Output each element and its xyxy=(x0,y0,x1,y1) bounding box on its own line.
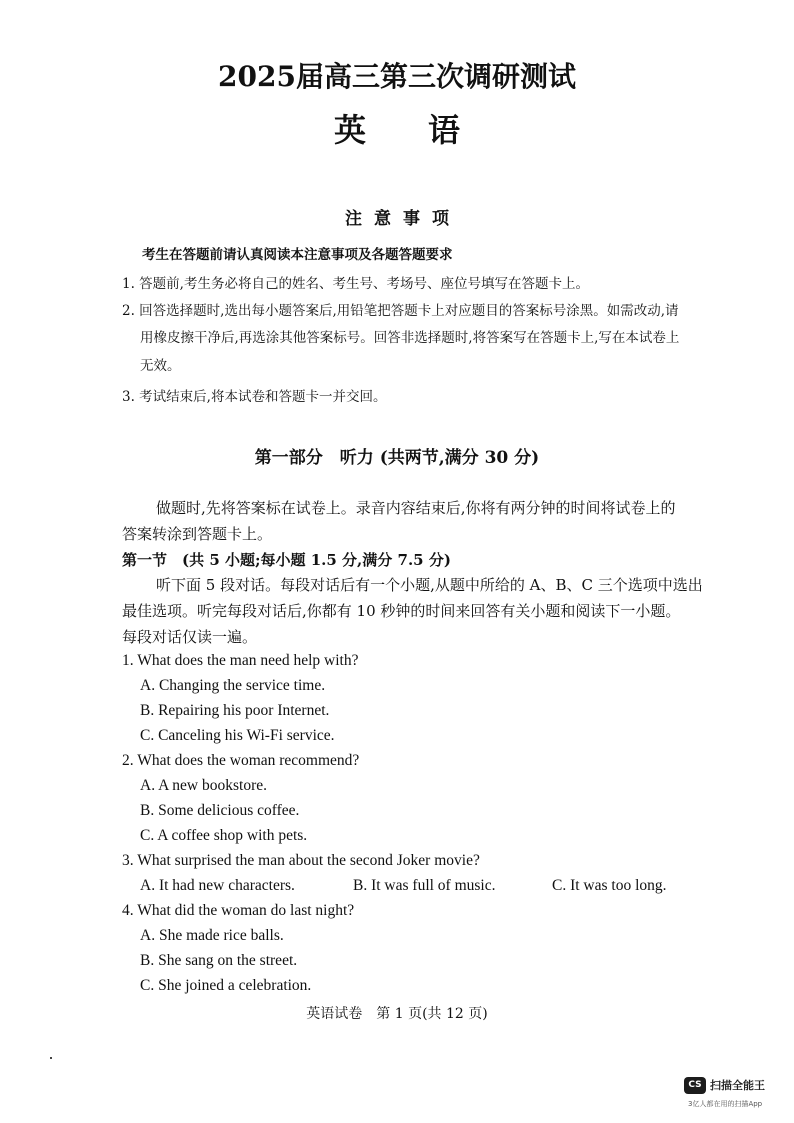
question-3-option-b: B. It was full of music. xyxy=(353,877,496,894)
notice-item: 1. 答题前,考生务必将自己的姓名、考生号、考场号、座位号填写在答题卡上。 xyxy=(122,276,589,292)
watermark-tagline: 3亿人都在用的扫描App xyxy=(688,1100,763,1108)
subject-title: 英语 xyxy=(333,111,522,149)
question-4-option-c: C. She joined a celebration. xyxy=(140,977,312,994)
notice-item: 3. 考试结束后,将本试卷和答题卡一并交回。 xyxy=(122,389,387,405)
notice-intro: 考生在答题前请认真阅读本注意事项及各题答题要求 xyxy=(142,247,453,263)
question-1-option-a: A. Changing the service time. xyxy=(140,677,326,694)
watermark-brand: 扫描全能王 xyxy=(710,1079,765,1092)
question-1-option-b: B. Repairing his poor Internet. xyxy=(140,702,330,719)
question-3-option-c: C. It was too long. xyxy=(552,877,667,894)
scan-speck xyxy=(50,1057,52,1059)
notice-heading: 注意事项 xyxy=(345,209,461,229)
page-footer: 英语试卷 第 1 页(共 12 页) xyxy=(306,1006,488,1022)
part1-heading: 第一部分 听力 (共两节,满分 30 分) xyxy=(254,448,540,468)
question-3-option-a: A. It had new characters. xyxy=(140,877,295,894)
question-2-option-a: A. A new bookstore. xyxy=(140,777,268,794)
question-1-option-c: C. Canceling his Wi-Fi service. xyxy=(140,727,335,744)
question-4-stem: 4. What did the woman do last night? xyxy=(122,902,355,919)
notice-item: 2. 回答选择题时,选出每小题答案后,用铅笔把答题卡上对应题目的答案标号涂黑。如需改动,请 xyxy=(122,303,679,319)
section1-instruction: 听下面 5 段对话。每段对话后有一个小题,从题中所给的 A、B、C 三个选项中选出 xyxy=(156,576,703,594)
exam-title: 2025届高三第三次调研测试 xyxy=(218,60,576,93)
question-2-stem: 2. What does the woman recommend? xyxy=(122,752,360,769)
question-2-option-c: C. A coffee shop with pets. xyxy=(140,827,308,844)
section1-instruction: 最佳选项。听完每段对话后,你都有 10 秒钟的时间来回答有关小题和阅读下一小题。 xyxy=(122,602,681,620)
question-3-stem: 3. What surprised the man about the second Joker movie? xyxy=(122,852,480,869)
part1-instruction: 答案转涂到答题卡上。 xyxy=(122,525,273,543)
part1-instruction: 做题时,先将答案标在试卷上。录音内容结束后,你将有两分钟的时间将试卷上的 xyxy=(156,499,676,517)
section1-instruction: 每段对话仅读一遍。 xyxy=(122,628,258,646)
question-2-option-b: B. Some delicious coffee. xyxy=(140,802,300,819)
camscanner-logo-icon: CS xyxy=(684,1077,706,1094)
section1-heading: 第一节 (共 5 小题;每小题 1.5 分,满分 7.5 分) xyxy=(122,551,451,569)
question-4-option-a: A. She made rice balls. xyxy=(140,927,284,944)
question-4-option-b: B. She sang on the street. xyxy=(140,952,298,969)
notice-item: 无效。 xyxy=(140,358,181,374)
question-1-stem: 1. What does the man need help with? xyxy=(122,652,359,669)
notice-item: 用橡皮擦干净后,再选涂其他答案标号。回答非选择题时,将答案写在答题卡上,写在本试卷上 xyxy=(140,330,680,346)
